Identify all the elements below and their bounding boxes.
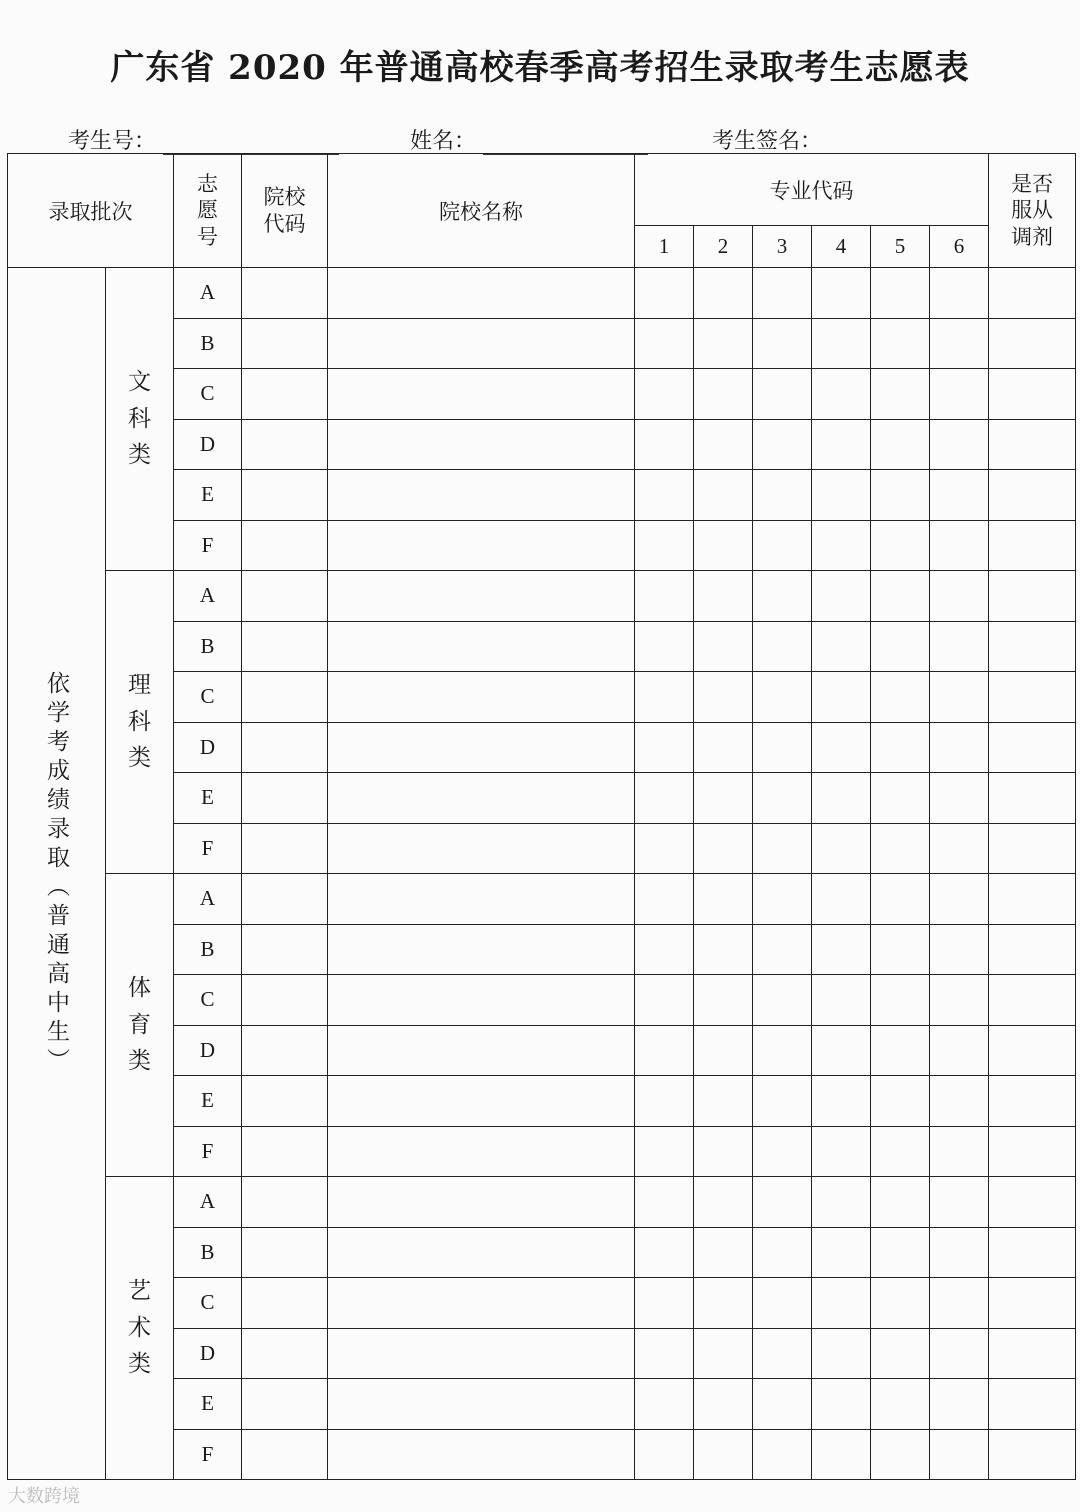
header-major-code: 专业代码 (635, 154, 989, 226)
major-code-cell-6[interactable] (930, 823, 989, 874)
school-code-cell[interactable] (242, 975, 328, 1026)
major-code-cell-1[interactable] (635, 1227, 694, 1278)
major-code-cell-4[interactable] (812, 1227, 871, 1278)
school-name-cell[interactable] (328, 621, 635, 672)
major-code-cell-2[interactable] (694, 268, 753, 319)
major-code-cell-2[interactable] (694, 1278, 753, 1329)
major-code-cell-2[interactable] (694, 1177, 753, 1228)
adjust-cell[interactable] (989, 621, 1076, 672)
major-code-cell-4[interactable] (812, 268, 871, 319)
major-code-cell-4[interactable] (812, 773, 871, 824)
major-code-cell-5[interactable] (871, 874, 930, 925)
major-code-cell-3[interactable] (753, 1227, 812, 1278)
major-code-cell-3[interactable] (753, 672, 812, 723)
choice-label: F (174, 823, 242, 874)
major-code-cell-2[interactable] (694, 369, 753, 420)
choice-label: B (174, 318, 242, 369)
adjust-cell[interactable] (989, 975, 1076, 1026)
name-field[interactable] (410, 124, 648, 155)
major-code-cell-2[interactable] (694, 1328, 753, 1379)
major-code-cell-6[interactable] (930, 621, 989, 672)
major-code-cell-3[interactable] (753, 874, 812, 925)
major-code-cell-3[interactable] (753, 1076, 812, 1127)
school-code-cell[interactable] (242, 672, 328, 723)
major-code-cell-5[interactable] (871, 773, 930, 824)
major-code-cell-3[interactable] (753, 1379, 812, 1430)
major-code-cell-1[interactable] (635, 1025, 694, 1076)
adjust-cell[interactable] (989, 924, 1076, 975)
signature-label: 考生签名： (712, 129, 823, 154)
major-code-cell-1[interactable] (635, 1076, 694, 1127)
school-code-cell[interactable] (242, 1076, 328, 1127)
major-code-cell-6[interactable] (930, 874, 989, 925)
major-code-cell-5[interactable] (871, 520, 930, 571)
major-code-cell-3[interactable] (753, 1278, 812, 1329)
adjust-cell[interactable] (989, 1429, 1076, 1480)
major-code-cell-4[interactable] (812, 1126, 871, 1177)
school-name-cell[interactable] (328, 1227, 635, 1278)
choice-label: E (174, 773, 242, 824)
choice-label: F (174, 520, 242, 571)
major-code-cell-4[interactable] (812, 621, 871, 672)
major-code-cell-3[interactable] (753, 823, 812, 874)
major-code-cell-4[interactable] (812, 318, 871, 369)
major-code-cell-3[interactable] (753, 1025, 812, 1076)
major-code-cell-6[interactable] (930, 268, 989, 319)
major-code-cell-3[interactable] (753, 975, 812, 1026)
major-code-cell-2[interactable] (694, 722, 753, 773)
major-code-cell-4[interactable] (812, 1177, 871, 1228)
major-code-cell-1[interactable] (635, 924, 694, 975)
major-code-cell-6[interactable] (930, 1379, 989, 1430)
major-code-cell-5[interactable] (871, 318, 930, 369)
major-code-cell-6[interactable] (930, 975, 989, 1026)
adjust-cell[interactable] (989, 571, 1076, 622)
adjust-cell[interactable] (989, 1177, 1076, 1228)
major-code-cell-6[interactable] (930, 369, 989, 420)
school-code-cell[interactable] (242, 268, 328, 319)
major-code-cell-2[interactable] (694, 975, 753, 1026)
major-code-cell-5[interactable] (871, 419, 930, 470)
table-row (8, 571, 1076, 622)
major-code-cell-3[interactable] (753, 520, 812, 571)
major-code-cell-1[interactable] (635, 1328, 694, 1379)
adjust-cell[interactable] (989, 773, 1076, 824)
major-code-cell-3[interactable] (753, 924, 812, 975)
school-code-cell[interactable] (242, 1177, 328, 1228)
category-label: 理 科 类 (106, 571, 174, 874)
school-name-cell[interactable] (328, 470, 635, 521)
major-code-cell-1[interactable] (635, 823, 694, 874)
choice-label: D (174, 1328, 242, 1379)
header-school-code: 院校 代码 (242, 154, 328, 268)
adjust-cell[interactable] (989, 1227, 1076, 1278)
major-code-cell-4[interactable] (812, 571, 871, 622)
table-row (8, 1177, 1076, 1228)
school-name-cell[interactable] (328, 571, 635, 622)
table-row (8, 874, 1076, 925)
major-code-cell-5[interactable] (871, 470, 930, 521)
major-code-cell-3[interactable] (753, 1429, 812, 1480)
major-code-cell-1[interactable] (635, 268, 694, 319)
choice-label: E (174, 1379, 242, 1430)
school-code-cell[interactable] (242, 1379, 328, 1430)
major-code-cell-1[interactable] (635, 1278, 694, 1329)
major-code-cell-6[interactable] (930, 722, 989, 773)
major-code-cell-2[interactable] (694, 1227, 753, 1278)
major-code-cell-6[interactable] (930, 1429, 989, 1480)
major-code-cell-1[interactable] (635, 470, 694, 521)
school-name-cell[interactable] (328, 1025, 635, 1076)
choice-label: C (174, 1278, 242, 1329)
school-code-cell[interactable] (242, 1328, 328, 1379)
school-name-cell[interactable] (328, 1328, 635, 1379)
application-table (7, 153, 1076, 1480)
school-code-cell[interactable] (242, 823, 328, 874)
major-code-cell-3[interactable] (753, 1177, 812, 1228)
school-name-cell[interactable] (328, 419, 635, 470)
major-code-cell-5[interactable] (871, 571, 930, 622)
choice-label: A (174, 874, 242, 925)
adjust-cell[interactable] (989, 823, 1076, 874)
major-code-cell-5[interactable] (871, 1379, 930, 1430)
major-code-cell-6[interactable] (930, 1126, 989, 1177)
major-col-header-3: 3 (753, 226, 812, 268)
major-code-cell-3[interactable] (753, 1126, 812, 1177)
major-code-cell-4[interactable] (812, 1025, 871, 1076)
major-code-cell-4[interactable] (812, 672, 871, 723)
choice-label: C (174, 672, 242, 723)
major-code-cell-5[interactable] (871, 823, 930, 874)
major-code-cell-3[interactable] (753, 571, 812, 622)
choice-label: A (174, 1177, 242, 1228)
school-name-cell[interactable] (328, 1278, 635, 1329)
major-code-cell-2[interactable] (694, 1429, 753, 1480)
major-code-cell-5[interactable] (871, 1126, 930, 1177)
major-code-cell-6[interactable] (930, 571, 989, 622)
choice-label: F (174, 1126, 242, 1177)
major-code-cell-3[interactable] (753, 268, 812, 319)
category-label: 体 育 类 (106, 874, 174, 1177)
major-code-cell-4[interactable] (812, 874, 871, 925)
school-name-cell[interactable] (328, 1379, 635, 1430)
school-code-cell[interactable] (242, 1278, 328, 1329)
choice-label: D (174, 722, 242, 773)
adjust-cell[interactable] (989, 419, 1076, 470)
major-code-cell-2[interactable] (694, 318, 753, 369)
major-code-cell-1[interactable] (635, 722, 694, 773)
school-name-cell[interactable] (328, 722, 635, 773)
choice-label: A (174, 268, 242, 319)
school-name-cell[interactable] (328, 1126, 635, 1177)
major-code-cell-2[interactable] (694, 1126, 753, 1177)
school-code-cell[interactable] (242, 520, 328, 571)
school-name-cell[interactable] (328, 975, 635, 1026)
major-code-cell-5[interactable] (871, 1328, 930, 1379)
school-name-cell[interactable] (328, 672, 635, 723)
major-code-cell-5[interactable] (871, 369, 930, 420)
choice-label: E (174, 470, 242, 521)
exam-number-label: 考生号： (68, 129, 157, 154)
major-code-cell-1[interactable] (635, 1177, 694, 1228)
major-code-cell-1[interactable] (635, 318, 694, 369)
school-code-cell[interactable] (242, 621, 328, 672)
major-code-cell-6[interactable] (930, 520, 989, 571)
major-code-cell-4[interactable] (812, 823, 871, 874)
major-code-cell-1[interactable] (635, 672, 694, 723)
major-code-cell-4[interactable] (812, 1076, 871, 1127)
header-choice-no: 志 愿 号 (174, 154, 242, 268)
adjust-cell[interactable] (989, 1278, 1076, 1329)
school-name-cell[interactable] (328, 520, 635, 571)
adjust-cell[interactable] (989, 874, 1076, 925)
school-name-cell[interactable] (328, 874, 635, 925)
header-row-1 (8, 154, 1076, 226)
major-code-cell-4[interactable] (812, 1328, 871, 1379)
major-code-cell-3[interactable] (753, 419, 812, 470)
school-code-cell[interactable] (242, 318, 328, 369)
major-code-cell-4[interactable] (812, 924, 871, 975)
adjust-cell[interactable] (989, 1379, 1076, 1430)
major-code-cell-4[interactable] (812, 1278, 871, 1329)
major-code-cell-1[interactable] (635, 419, 694, 470)
major-code-cell-5[interactable] (871, 722, 930, 773)
major-code-cell-2[interactable] (694, 520, 753, 571)
adjust-cell[interactable] (989, 1025, 1076, 1076)
major-col-header-2: 2 (694, 226, 753, 268)
major-code-cell-2[interactable] (694, 1025, 753, 1076)
major-code-cell-3[interactable] (753, 621, 812, 672)
major-code-cell-1[interactable] (635, 773, 694, 824)
table-row (8, 268, 1076, 319)
major-code-cell-6[interactable] (930, 672, 989, 723)
adjust-cell[interactable] (989, 1076, 1076, 1127)
choice-label: F (174, 1429, 242, 1480)
header-batch: 录取批次 (8, 154, 174, 268)
watermark: 大数跨境 (8, 1486, 80, 1507)
school-code-cell[interactable] (242, 874, 328, 925)
major-code-cell-6[interactable] (930, 924, 989, 975)
major-code-cell-1[interactable] (635, 621, 694, 672)
adjust-cell[interactable] (989, 369, 1076, 420)
category-label: 艺 术 类 (106, 1177, 174, 1480)
major-code-cell-3[interactable] (753, 722, 812, 773)
major-code-cell-5[interactable] (871, 1278, 930, 1329)
major-code-cell-6[interactable] (930, 773, 989, 824)
major-code-cell-6[interactable] (930, 1177, 989, 1228)
header-adjust: 是否 服从 调剂 (989, 154, 1076, 268)
major-code-cell-6[interactable] (930, 1278, 989, 1329)
major-code-cell-2[interactable] (694, 874, 753, 925)
school-code-cell[interactable] (242, 773, 328, 824)
major-code-cell-4[interactable] (812, 1429, 871, 1480)
major-code-cell-1[interactable] (635, 1126, 694, 1177)
adjust-cell[interactable] (989, 722, 1076, 773)
major-code-cell-1[interactable] (635, 874, 694, 925)
major-code-cell-1[interactable] (635, 1429, 694, 1480)
signature-field[interactable] (712, 124, 822, 155)
school-name-cell[interactable] (328, 268, 635, 319)
major-code-cell-2[interactable] (694, 1076, 753, 1127)
major-code-cell-5[interactable] (871, 672, 930, 723)
major-col-header-4: 4 (812, 226, 871, 268)
major-code-cell-6[interactable] (930, 470, 989, 521)
major-code-cell-3[interactable] (753, 318, 812, 369)
name-input[interactable] (483, 130, 648, 155)
major-code-cell-3[interactable] (753, 1328, 812, 1379)
adjust-cell[interactable] (989, 672, 1076, 723)
major-code-cell-2[interactable] (694, 773, 753, 824)
major-code-cell-4[interactable] (812, 520, 871, 571)
major-code-cell-5[interactable] (871, 268, 930, 319)
choice-label: D (174, 1025, 242, 1076)
major-code-cell-3[interactable] (753, 773, 812, 824)
major-code-cell-5[interactable] (871, 621, 930, 672)
major-code-cell-1[interactable] (635, 975, 694, 1026)
school-name-cell[interactable] (328, 1177, 635, 1228)
major-code-cell-6[interactable] (930, 318, 989, 369)
major-code-cell-1[interactable] (635, 1379, 694, 1430)
major-col-header-5: 5 (871, 226, 930, 268)
choice-label: E (174, 1076, 242, 1127)
school-code-cell[interactable] (242, 470, 328, 521)
major-code-cell-4[interactable] (812, 369, 871, 420)
major-code-cell-6[interactable] (930, 1076, 989, 1127)
major-code-cell-1[interactable] (635, 369, 694, 420)
school-code-cell[interactable] (242, 924, 328, 975)
major-code-cell-5[interactable] (871, 1429, 930, 1480)
major-code-cell-2[interactable] (694, 419, 753, 470)
major-code-cell-5[interactable] (871, 1227, 930, 1278)
adjust-cell[interactable] (989, 1328, 1076, 1379)
major-code-cell-1[interactable] (635, 571, 694, 622)
exam-number-input[interactable] (163, 130, 339, 155)
major-code-cell-5[interactable] (871, 1076, 930, 1127)
major-col-header-6: 6 (930, 226, 989, 268)
major-code-cell-2[interactable] (694, 823, 753, 874)
major-code-cell-4[interactable] (812, 1379, 871, 1430)
major-code-cell-2[interactable] (694, 470, 753, 521)
major-col-header-1: 1 (635, 226, 694, 268)
adjust-cell[interactable] (989, 268, 1076, 319)
major-code-cell-2[interactable] (694, 571, 753, 622)
major-code-cell-6[interactable] (930, 1025, 989, 1076)
school-name-cell[interactable] (328, 318, 635, 369)
school-code-cell[interactable] (242, 1126, 328, 1177)
exam-number-field[interactable] (68, 124, 339, 155)
major-code-cell-2[interactable] (694, 621, 753, 672)
major-code-cell-4[interactable] (812, 470, 871, 521)
major-code-cell-3[interactable] (753, 369, 812, 420)
major-code-cell-2[interactable] (694, 1379, 753, 1430)
school-code-cell[interactable] (242, 722, 328, 773)
major-code-cell-2[interactable] (694, 924, 753, 975)
choice-label: C (174, 369, 242, 420)
header-school-name: 院校名称 (328, 154, 635, 268)
school-code-cell[interactable] (242, 419, 328, 470)
school-name-cell[interactable] (328, 773, 635, 824)
major-code-cell-4[interactable] (812, 722, 871, 773)
major-code-cell-5[interactable] (871, 1025, 930, 1076)
major-code-cell-2[interactable] (694, 672, 753, 723)
adjust-cell[interactable] (989, 470, 1076, 521)
school-name-cell[interactable] (328, 1076, 635, 1127)
school-name-cell[interactable] (328, 1429, 635, 1480)
school-code-cell[interactable] (242, 1429, 328, 1480)
adjust-cell[interactable] (989, 1126, 1076, 1177)
adjust-cell[interactable] (989, 318, 1076, 369)
choice-label: D (174, 419, 242, 470)
school-code-cell[interactable] (242, 369, 328, 420)
choice-label: C (174, 975, 242, 1026)
school-name-cell[interactable] (328, 924, 635, 975)
major-code-cell-3[interactable] (753, 470, 812, 521)
major-code-cell-6[interactable] (930, 1328, 989, 1379)
major-code-cell-4[interactable] (812, 419, 871, 470)
choice-label: B (174, 924, 242, 975)
major-code-cell-6[interactable] (930, 419, 989, 470)
batch-cell (8, 268, 106, 1480)
adjust-cell[interactable] (989, 520, 1076, 571)
choice-label: A (174, 571, 242, 622)
batch-label: 依学考成绩录取（普通高中生） (43, 670, 69, 1077)
choice-label: B (174, 1227, 242, 1278)
major-code-cell-5[interactable] (871, 924, 930, 975)
major-code-cell-6[interactable] (930, 1227, 989, 1278)
major-code-cell-1[interactable] (635, 520, 694, 571)
name-label: 姓名： (410, 129, 477, 154)
category-label: 文 科 类 (106, 268, 174, 571)
school-code-cell[interactable] (242, 1227, 328, 1278)
major-code-cell-5[interactable] (871, 1177, 930, 1228)
school-name-cell[interactable] (328, 369, 635, 420)
school-code-cell[interactable] (242, 571, 328, 622)
school-code-cell[interactable] (242, 1025, 328, 1076)
form-title: 广东省 2020 年普通高校春季高考招生录取考生志愿表 (110, 48, 970, 88)
choice-label: B (174, 621, 242, 672)
major-code-cell-4[interactable] (812, 975, 871, 1026)
school-name-cell[interactable] (328, 823, 635, 874)
major-code-cell-5[interactable] (871, 975, 930, 1026)
